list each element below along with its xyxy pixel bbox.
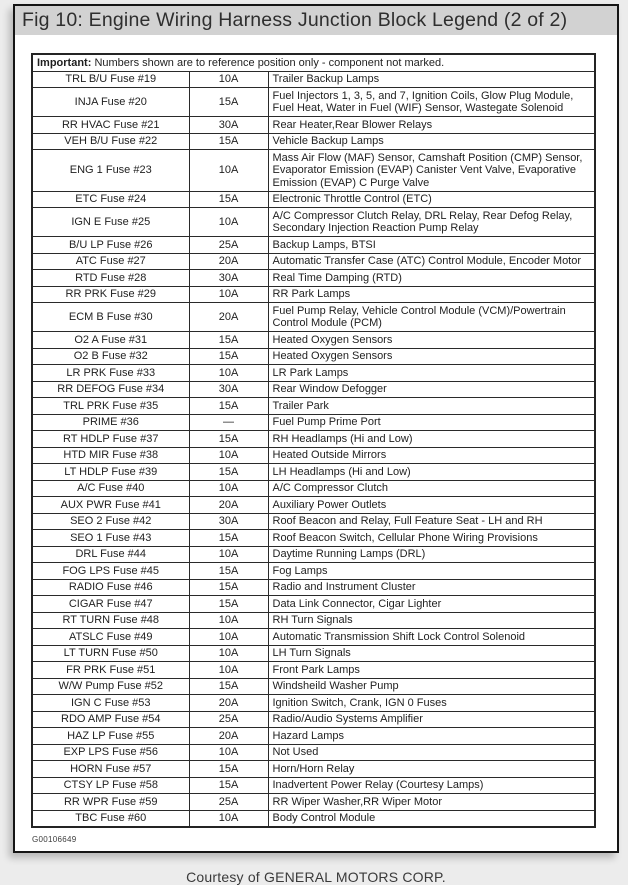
fuse-legend-table-container: [31, 53, 596, 828]
fuse-row: [32, 71, 595, 88]
fuse-amperage-cell: 10A: [189, 546, 268, 563]
fuse-description-cell: Heated Outside Mirrors: [268, 447, 595, 464]
fuse-row: [32, 414, 595, 431]
fuse-row: [32, 612, 595, 629]
fuse-amperage-cell: 15A: [189, 678, 268, 695]
fuse-description-cell: LR Park Lamps: [268, 365, 595, 382]
fuse-description-cell: Fuel Pump Prime Port: [268, 414, 595, 431]
fuse-amperage-cell: 20A: [189, 303, 268, 332]
fuse-row: [32, 208, 595, 237]
fuse-description-cell: RH Headlamps (Hi and Low): [268, 431, 595, 448]
fuse-amperage-cell: 15A: [189, 398, 268, 415]
fuse-name-cell: RDO AMP Fuse #54: [32, 711, 189, 728]
fuse-description-cell: Rear Window Defogger: [268, 381, 595, 398]
fuse-amperage-cell: 10A: [189, 744, 268, 761]
fuse-amperage-cell: 30A: [189, 117, 268, 134]
fuse-row: [32, 133, 595, 150]
fuse-amperage-cell: 10A: [189, 286, 268, 303]
fuse-row: [32, 810, 595, 827]
fuse-amperage-cell: 15A: [189, 191, 268, 208]
fuse-description-cell: Electronic Throttle Control (ETC): [268, 191, 595, 208]
fuse-name-cell: B/U LP Fuse #26: [32, 237, 189, 254]
fuse-description-cell: Fuel Injectors 1, 3, 5, and 7, Ignition Coils, Glow Plug Module, Fuel Heat, Water in Fuel (WIF) Sensor, Wastegate Solenoid: [268, 88, 595, 117]
fuse-description-cell: Trailer Backup Lamps: [268, 71, 595, 88]
fuse-amperage-cell: 10A: [189, 365, 268, 382]
fuse-row: [32, 398, 595, 415]
fuse-description-cell: Inadvertent Power Relay (Courtesy Lamps): [268, 777, 595, 794]
fuse-description-cell: Front Park Lamps: [268, 662, 595, 679]
fuse-name-cell: ECM B Fuse #30: [32, 303, 189, 332]
fuse-name-cell: FOG LPS Fuse #45: [32, 563, 189, 580]
fuse-name-cell: FR PRK Fuse #51: [32, 662, 189, 679]
fuse-row: [32, 761, 595, 778]
fuse-name-cell: AUX PWR Fuse #41: [32, 497, 189, 514]
fuse-name-cell: INJA Fuse #20: [32, 88, 189, 117]
fuse-amperage-cell: 15A: [189, 332, 268, 349]
fuse-amperage-cell: 10A: [189, 150, 268, 192]
fuse-row: [32, 744, 595, 761]
important-note: [32, 54, 595, 71]
fuse-name-cell: ETC Fuse #24: [32, 191, 189, 208]
fuse-description-cell: Vehicle Backup Lamps: [268, 133, 595, 150]
fuse-description-cell: Data Link Connector, Cigar Lighter: [268, 596, 595, 613]
fuse-name-cell: CIGAR Fuse #47: [32, 596, 189, 613]
fuse-name-cell: SEO 2 Fuse #42: [32, 513, 189, 530]
fuse-name-cell: HAZ LP Fuse #55: [32, 728, 189, 745]
fuse-row: [32, 596, 595, 613]
fuse-name-cell: EXP LPS Fuse #56: [32, 744, 189, 761]
fuse-amperage-cell: 10A: [189, 810, 268, 827]
fuse-description-cell: Daytime Running Lamps (DRL): [268, 546, 595, 563]
fuse-amperage-cell: 10A: [189, 208, 268, 237]
important-note-text: Numbers shown are to reference position only - component not marked.: [91, 56, 445, 69]
fuse-description-cell: RH Turn Signals: [268, 612, 595, 629]
fuse-row: [32, 381, 595, 398]
fuse-description-cell: A/C Compressor Clutch: [268, 480, 595, 497]
fuse-description-cell: Fuel Pump Relay, Vehicle Control Module (VCM)/Powertrain Control Module (PCM): [268, 303, 595, 332]
important-note-row: [32, 54, 595, 71]
fuse-row: [32, 303, 595, 332]
fuse-amperage-cell: 15A: [189, 596, 268, 613]
fuse-row: [32, 662, 595, 679]
fuse-description-cell: Radio and Instrument Cluster: [268, 579, 595, 596]
fuse-description-cell: Windsheild Washer Pump: [268, 678, 595, 695]
fuse-row: [32, 253, 595, 270]
fuse-name-cell: TRL B/U Fuse #19: [32, 71, 189, 88]
fuse-row: [32, 150, 595, 192]
fuse-name-cell: ATSLC Fuse #49: [32, 629, 189, 646]
fuse-description-cell: Trailer Park: [268, 398, 595, 415]
fuse-description-cell: Heated Oxygen Sensors: [268, 332, 595, 349]
fuse-description-cell: Rear Heater,Rear Blower Relays: [268, 117, 595, 134]
fuse-amperage-cell: 30A: [189, 513, 268, 530]
fuse-amperage-cell: 15A: [189, 579, 268, 596]
fuse-amperage-cell: 10A: [189, 662, 268, 679]
fuse-description-cell: Automatic Transmission Shift Lock Control Solenoid: [268, 629, 595, 646]
fuse-description-cell: Backup Lamps, BTSI: [268, 237, 595, 254]
fuse-amperage-cell: 15A: [189, 348, 268, 365]
fuse-row: [32, 728, 595, 745]
fuse-name-cell: O2 B Fuse #32: [32, 348, 189, 365]
fuse-name-cell: DRL Fuse #44: [32, 546, 189, 563]
fuse-description-cell: Body Control Module: [268, 810, 595, 827]
fuse-description-cell: Radio/Audio Systems Amplifier: [268, 711, 595, 728]
fuse-row: [32, 563, 595, 580]
fuse-description-cell: LH Turn Signals: [268, 645, 595, 662]
fuse-name-cell: VEH B/U Fuse #22: [32, 133, 189, 150]
figure-title: Fig 10: Engine Wiring Harness Junction Block Legend (2 of 2): [22, 9, 568, 31]
fuse-name-cell: SEO 1 Fuse #43: [32, 530, 189, 547]
fuse-name-cell: CTSY LP Fuse #58: [32, 777, 189, 794]
fuse-amperage-cell: 10A: [189, 612, 268, 629]
fuse-description-cell: Automatic Transfer Case (ATC) Control Module, Encoder Motor: [268, 253, 595, 270]
fuse-description-cell: Real Time Damping (RTD): [268, 270, 595, 287]
figure-number: G00106649: [32, 835, 77, 844]
fuse-row: [32, 629, 595, 646]
fuse-amperage-cell: 15A: [189, 530, 268, 547]
fuse-row: [32, 270, 595, 287]
fuse-description-cell: Fog Lamps: [268, 563, 595, 580]
fuse-name-cell: RR PRK Fuse #29: [32, 286, 189, 303]
fuse-row: [32, 711, 595, 728]
fuse-name-cell: LT TURN Fuse #50: [32, 645, 189, 662]
fuse-amperage-cell: 15A: [189, 464, 268, 481]
fuse-row: [32, 117, 595, 134]
fuse-name-cell: IGN C Fuse #53: [32, 695, 189, 712]
fuse-description-cell: Not Used: [268, 744, 595, 761]
fuse-name-cell: IGN E Fuse #25: [32, 208, 189, 237]
document-page: [13, 4, 619, 885]
fuse-name-cell: TBC Fuse #60: [32, 810, 189, 827]
fuse-name-cell: RR WPR Fuse #59: [32, 794, 189, 811]
fuse-amperage-cell: 15A: [189, 88, 268, 117]
fuse-amperage-cell: 15A: [189, 431, 268, 448]
fuse-description-cell: LH Headlamps (Hi and Low): [268, 464, 595, 481]
fuse-name-cell: O2 A Fuse #31: [32, 332, 189, 349]
fuse-description-cell: Horn/Horn Relay: [268, 761, 595, 778]
fuse-row: [32, 191, 595, 208]
fuse-name-cell: HORN Fuse #57: [32, 761, 189, 778]
fuse-amperage-cell: 25A: [189, 711, 268, 728]
fuse-name-cell: RT HDLP Fuse #37: [32, 431, 189, 448]
fuse-description-cell: Mass Air Flow (MAF) Sensor, Camshaft Position (CMP) Sensor, Evaporator Emission (EVAP) Canister Vent Valve, Evaporative Emission (EVAP) C Purge Valve: [268, 150, 595, 192]
fuse-name-cell: TRL PRK Fuse #35: [32, 398, 189, 415]
fuse-description-cell: RR Wiper Washer,RR Wiper Motor: [268, 794, 595, 811]
fuse-name-cell: LR PRK Fuse #33: [32, 365, 189, 382]
figure-title-bar: [15, 6, 617, 35]
fuse-amperage-cell: 20A: [189, 253, 268, 270]
fuse-name-cell: RTD Fuse #28: [32, 270, 189, 287]
fuse-row: [32, 579, 595, 596]
fuse-description-cell: Roof Beacon Switch, Cellular Phone Wiring Provisions: [268, 530, 595, 547]
fuse-row: [32, 530, 595, 547]
fuse-row: [32, 286, 595, 303]
fuse-name-cell: W/W Pump Fuse #52: [32, 678, 189, 695]
fuse-amperage-cell: 25A: [189, 794, 268, 811]
fuse-description-cell: Hazard Lamps: [268, 728, 595, 745]
fuse-amperage-cell: 10A: [189, 447, 268, 464]
fuse-row: [32, 794, 595, 811]
fuse-amperage-cell: 15A: [189, 133, 268, 150]
fuse-description-cell: Auxiliary Power Outlets: [268, 497, 595, 514]
fuse-name-cell: RR DEFOG Fuse #34: [32, 381, 189, 398]
fuse-row: [32, 447, 595, 464]
fuse-name-cell: ENG 1 Fuse #23: [32, 150, 189, 192]
fuse-amperage-cell: —: [189, 414, 268, 431]
fuse-description-cell: A/C Compressor Clutch Relay, DRL Relay, Rear Defog Relay, Secondary Injection Reaction Pump Relay: [268, 208, 595, 237]
fuse-amperage-cell: 20A: [189, 728, 268, 745]
fuse-name-cell: RT TURN Fuse #48: [32, 612, 189, 629]
fuse-amperage-cell: 20A: [189, 497, 268, 514]
fuse-row: [32, 431, 595, 448]
fuse-row: [32, 546, 595, 563]
fuse-name-cell: ATC Fuse #27: [32, 253, 189, 270]
fuse-row: [32, 497, 595, 514]
fuse-name-cell: A/C Fuse #40: [32, 480, 189, 497]
fuse-legend-table: [31, 53, 596, 828]
fuse-name-cell: PRIME #36: [32, 414, 189, 431]
fuse-row: [32, 464, 595, 481]
fuse-name-cell: HTD MIR Fuse #38: [32, 447, 189, 464]
fuse-row: [32, 365, 595, 382]
courtesy-line: Courtesy of GENERAL MOTORS CORP.: [186, 869, 446, 885]
fuse-amperage-cell: 20A: [189, 695, 268, 712]
fuse-row: [32, 777, 595, 794]
fuse-row: [32, 480, 595, 497]
fuse-name-cell: RADIO Fuse #46: [32, 579, 189, 596]
fuse-description-cell: Roof Beacon and Relay, Full Feature Seat - LH and RH: [268, 513, 595, 530]
fuse-amperage-cell: 10A: [189, 645, 268, 662]
fuse-amperage-cell: 30A: [189, 270, 268, 287]
fuse-row: [32, 348, 595, 365]
fuse-row: [32, 237, 595, 254]
fuse-row: [32, 678, 595, 695]
fuse-name-cell: RR HVAC Fuse #21: [32, 117, 189, 134]
fuse-row: [32, 332, 595, 349]
fuse-amperage-cell: 15A: [189, 777, 268, 794]
fuse-row: [32, 695, 595, 712]
fuse-row: [32, 88, 595, 117]
important-note-label: Important:: [37, 56, 92, 69]
fuse-description-cell: Heated Oxygen Sensors: [268, 348, 595, 365]
fuse-name-cell: LT HDLP Fuse #39: [32, 464, 189, 481]
fuse-amperage-cell: 10A: [189, 71, 268, 88]
fuse-amperage-cell: 10A: [189, 480, 268, 497]
fuse-description-cell: RR Park Lamps: [268, 286, 595, 303]
fuse-amperage-cell: 30A: [189, 381, 268, 398]
fuse-row: [32, 645, 595, 662]
fuse-amperage-cell: 15A: [189, 761, 268, 778]
fuse-description-cell: Ignition Switch, Crank, IGN 0 Fuses: [268, 695, 595, 712]
fuse-row: [32, 513, 595, 530]
fuse-amperage-cell: 15A: [189, 563, 268, 580]
fuse-amperage-cell: 10A: [189, 629, 268, 646]
fuse-amperage-cell: 25A: [189, 237, 268, 254]
